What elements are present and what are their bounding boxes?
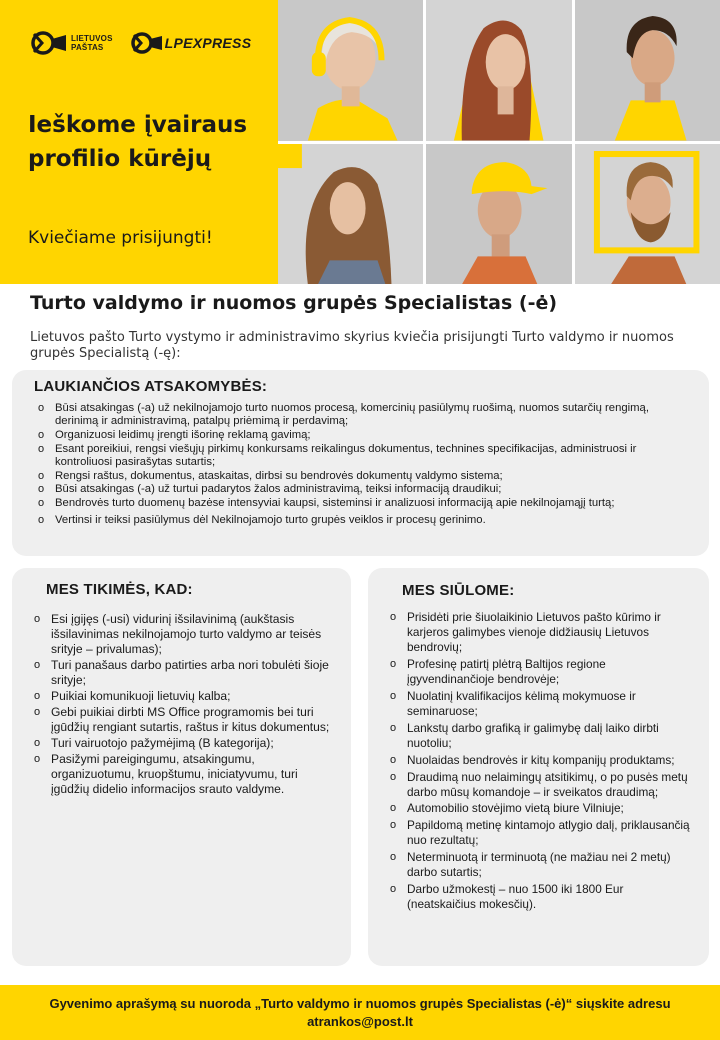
bullet-icon: o <box>38 469 45 482</box>
bullet-icon: o <box>390 851 397 864</box>
bullet-icon: o <box>390 770 397 783</box>
bullet-icon: o <box>390 819 397 832</box>
lpexpress-logo <box>129 30 252 56</box>
list-item: o Papildomą metinę kintamojo atlygio dalį, priklausančią nuo rezultatų; <box>390 818 690 848</box>
list-item: o Lankstų darbo grafiką ir galimybę dalį laiko dirbti nuotoliu; <box>390 720 659 751</box>
hero-title <box>28 108 268 176</box>
bullet-icon: o <box>390 802 397 815</box>
hero-yellow-panel <box>0 0 278 284</box>
hero-title-line2: profilio kūrėjų <box>28 146 212 172</box>
footer-banner <box>0 985 720 1040</box>
bullet-icon: o <box>38 496 45 509</box>
bullet-icon: o <box>34 753 41 765</box>
list-item: o Rengsi raštus, dokumentus, ataskaitas, dirbsi su bendrovės dokumentų valdymo sistema; <box>38 469 503 482</box>
bullet-icon: o <box>390 882 397 895</box>
lpexpress-logo-text: LPEXPRESS <box>164 35 252 51</box>
post-horn-icon <box>129 30 163 56</box>
photo-grid <box>278 0 720 284</box>
list-item: o Prisidėti prie šiuolaikinio Lietuvos pašto kūrimo ir karjeros galimybes vienoje didžiausių Lietuvos bendrovių; <box>390 610 661 655</box>
list-item: o Nuolatinį kvalifikacijos kėlimą mokymuose ir seminaruose; <box>390 689 636 719</box>
list-item: o Puikiai komunikuoji lietuvių kalba; <box>34 689 231 703</box>
list-item: o Būsi atsakingas (-a) už turtui padarytos žalos administravimą, teiksi informaciją draudikui; <box>38 483 502 496</box>
bullet-icon: o <box>34 706 41 718</box>
bullet-icon: o <box>34 737 41 749</box>
bullet-icon: o <box>390 658 397 671</box>
list-item: o Esi įgijęs (-usi) vidurinį išsilavinimą (aukštasis išsilavinimas nekilnojamojo turto valdymo ar teisės srityje – privalumas); <box>34 612 322 656</box>
expectations-panel <box>12 568 351 966</box>
post-horn-icon <box>28 30 68 56</box>
hero-title-line1: Ieškome įvairaus <box>28 112 248 138</box>
bullet-icon: o <box>38 514 45 527</box>
list-item: o Profesinę patirtį plėtrą Baltijos regione įgyvendinančioje bendrovėje; <box>390 657 606 687</box>
list-item: o Gebi puikiai dirbti MS Office programomis bei turi įgūdžių rengiant sutartis, raštus ir kitus dokumentus; <box>34 705 330 734</box>
job-intro: Lietuvos pašto Turto vystymo ir administravimo skyrius kviečia prisijungti Turto valdymo ir nuomos grupės Specialistą (-ę): <box>30 330 674 361</box>
bullet-icon: o <box>390 721 397 734</box>
list-item: o Neterminuotą ir terminuotą (ne mažiau nei 2 metų) darbo sutartis; <box>390 850 671 880</box>
logo-row <box>28 30 267 56</box>
bullet-icon: o <box>38 442 45 455</box>
photo-man-curly <box>575 0 720 141</box>
expectations-list <box>34 612 334 798</box>
photo-woman-longhair <box>278 144 423 285</box>
bullet-icon: o <box>38 428 45 441</box>
bullet-icon: o <box>390 753 397 766</box>
bullet-icon: o <box>390 611 397 623</box>
list-item: o Darbo užmokestį – nuo 1500 iki 1800 Eur (neatskaičius mokesčių). <box>390 881 624 912</box>
list-item: o Bendrovės turto duomenų bazėse intensyviai kaupsi, sisteminsi ir analizuosi informaciją apie nekilnojamąjį turtą; <box>38 496 615 509</box>
logo-text-line1: LIETUVOS <box>71 34 113 43</box>
offer-heading: MES SIŪLOME: <box>402 582 515 599</box>
hero-banner <box>0 0 720 284</box>
hero-subtitle: Kviečiame prisijungti! <box>28 228 213 248</box>
bullet-icon: o <box>38 483 45 496</box>
logo-text-line2: PAŠTAS <box>71 43 104 52</box>
bullet-icon: o <box>34 659 41 671</box>
expectations-heading: MES TIKIMĖS, KAD: <box>46 581 193 598</box>
bullet-icon: o <box>390 690 397 703</box>
list-item: o Turi panašaus darbo patirties arba nori tobulėti šioje srityje; <box>34 658 329 687</box>
offer-panel <box>368 568 709 966</box>
list-item: o Būsi atsakingas (-a) už nekilnojamojo turto nuomos procesą, komercinių pasiūlymų ruošimą, nuomos sutarčių rengimą, derinimą ir administravimą, patalpų priėmimą ir perdavimą; <box>38 402 649 428</box>
photo-man-cap <box>426 144 571 285</box>
photo-woman-headphones <box>278 0 423 141</box>
responsibilities-list <box>38 402 692 528</box>
photo-woman-redhair <box>426 0 571 141</box>
lietuvos-pastas-logo <box>28 30 113 56</box>
job-title: Turto valdymo ir nuomos grupės Specialistas (-ė) <box>30 292 558 314</box>
list-item: o Draudimą nuo nelaimingų atsitikimų, o po pusės metų darbo mūsų komandoje – ir sveikatos draudimą; <box>390 769 688 799</box>
list-item: o Automobilio stovėjimo vietą biure Vilniuje; <box>390 801 624 816</box>
list-item: o Pasižymi pareigingumu, atsakingumu, organizuotumu, kruopštumu, iniciatyvumu, turi įgūdžių didelio informacijos srauto valdyme. <box>34 752 298 796</box>
list-item: o Vertinsi ir teiksi pasiūlymus dėl Nekilnojamojo turto grupės veiklos ir procesų gerinimo. <box>38 514 486 527</box>
footer-email-link[interactable]: atrankos@post.lt <box>307 1014 413 1029</box>
responsibilities-panel <box>12 370 709 556</box>
responsibilities-heading: LAUKIANČIOS ATSAKOMYBĖS: <box>34 378 268 395</box>
bullet-icon: o <box>34 690 41 702</box>
bullet-icon: o <box>34 613 41 625</box>
offer-list <box>390 610 695 914</box>
footer-instructions: Gyvenimo aprašymą su nuoroda „Turto valdymo ir nuomos grupės Specialistas (-ė)“ siųskite adresu <box>49 996 671 1011</box>
list-item: o Nuolaidas bendrovės ir kitų kompanijų produktams; <box>390 752 675 767</box>
list-item: o Organizuosi leidimų įrengti išorinę reklamą gavimą; <box>38 428 311 441</box>
photo-man-beard <box>575 144 720 285</box>
list-item: o Turi vairuotojo pažymėjimą (B kategorija); <box>34 736 274 750</box>
bullet-icon: o <box>38 402 45 414</box>
list-item: o Esant poreikiui, rengsi viešųjų pirkimų konkursams reikalingus dokumentus, technines specifikacijas, administruosi ir kontroliuosi pasirašytas sutartis; <box>38 442 637 468</box>
